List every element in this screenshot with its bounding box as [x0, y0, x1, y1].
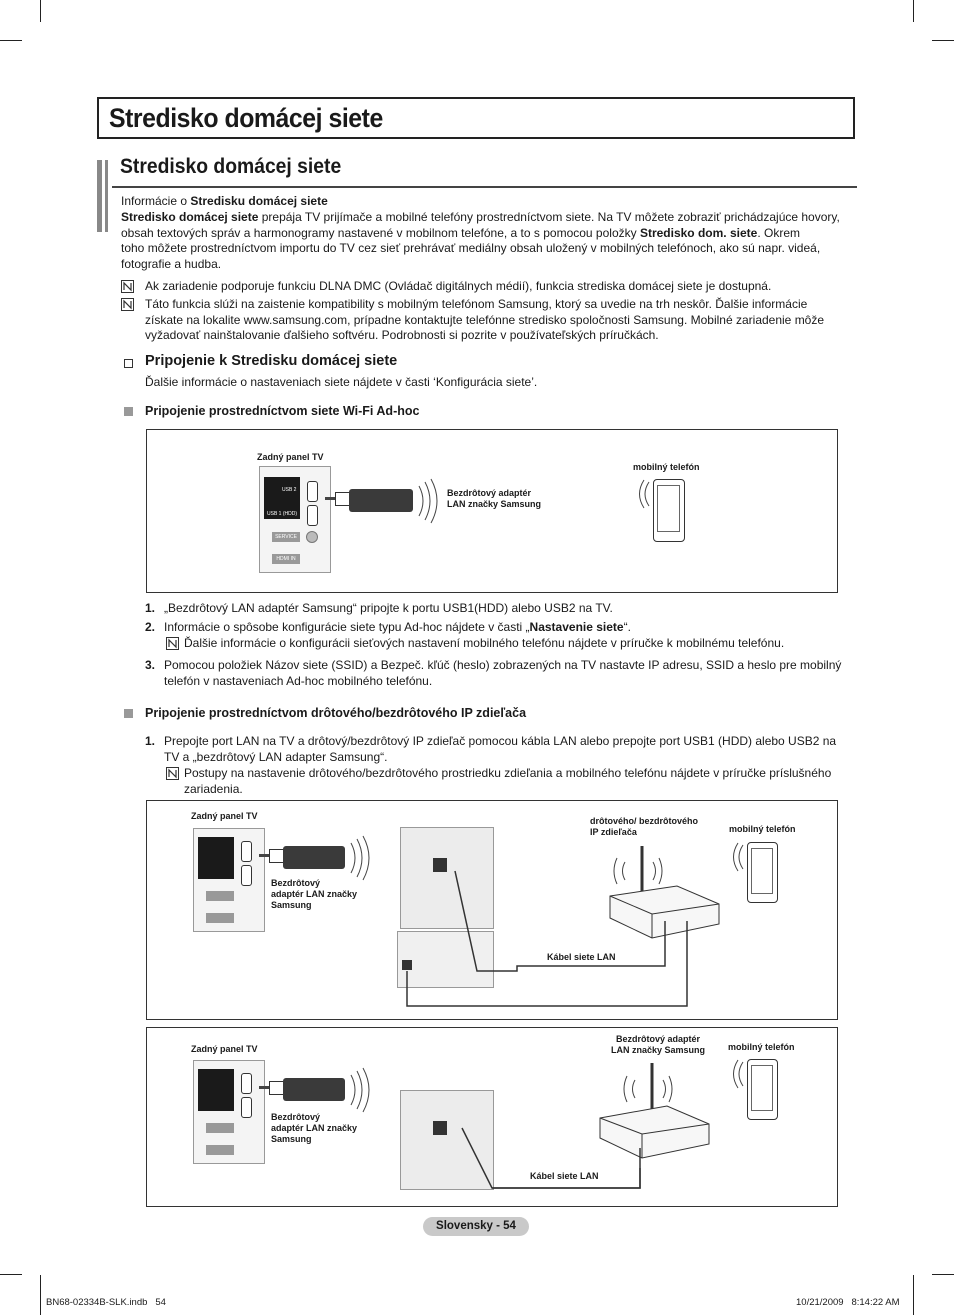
usb1-port — [307, 505, 318, 526]
step-text-end: “. — [623, 620, 631, 634]
adhoc-steps — [145, 601, 865, 690]
step-text: Pomocou položiek Názov siete (SSID) a Bezpeč. kľúč (heslo) zobrazených na TV nastavte IP adresu, SSID a heslo pre mobilný — [164, 658, 842, 672]
intro-para-2: obsah textových správ a harmonogramy nastavené v mobilnom telefóne, a to s pomocou položky — [121, 225, 640, 240]
intro-info-line — [121, 194, 328, 210]
adapter-label-line: Samsung — [271, 900, 312, 910]
step-text: telefón v nastaveniach Ad-hoc mobilného telefónu. — [164, 674, 433, 688]
note-icon — [121, 298, 134, 311]
note-icon — [166, 637, 179, 650]
step — [145, 620, 865, 636]
step — [145, 674, 865, 690]
step-number: 1. — [145, 601, 156, 615]
footer-date: 10/21/2009 8:14:22 AM — [796, 1297, 900, 1308]
step-note-text: zariadenia. — [184, 782, 243, 796]
section-marker — [105, 160, 108, 232]
wired-title: Pripojenie prostredníctvom drôtového/bezdrôtového IP zdieľača — [145, 706, 527, 720]
checkbox-bullet-icon — [124, 359, 133, 368]
lan-cable-lines — [147, 1028, 837, 1206]
router-label-line: drôtového/ bezdrôtového — [590, 816, 698, 826]
adhoc-diagram — [146, 429, 838, 593]
page-title-box — [97, 97, 855, 139]
square-bullet-icon — [124, 709, 133, 718]
intro-para-1: prepája TV prijímače a mobilné telefóny prostredníctvom siete. Na TV môžete zobraziť prichádzajúce hovory, — [258, 210, 840, 224]
intro-para-2-end: . Okrem — [757, 225, 800, 240]
tv-panel-label: Zadný panel TV — [257, 452, 324, 462]
adapter-label-line: adaptér LAN značky — [271, 1123, 358, 1133]
step-note-text: Ďalšie informácie o konfigurácii sieťových nastavení mobilného telefónu nájdete v príručke k mobilnému telefónu. — [184, 636, 785, 650]
usb2-port — [307, 481, 318, 502]
step-text: „Bezdrôtový LAN adaptér Samsung“ pripojte k portu USB1(HDD) alebo USB2 na TV. — [164, 601, 613, 615]
router-label-line: IP zdieľača — [590, 827, 637, 837]
step-number: 2. — [145, 620, 156, 634]
step-number: 1. — [145, 734, 156, 748]
adapter-label-line: adaptér LAN značky — [271, 889, 358, 899]
step — [145, 734, 865, 750]
cable-label: Kábel siete LAN — [547, 952, 616, 962]
note-2 — [145, 297, 824, 344]
wifi-waves-icon — [415, 478, 443, 524]
adapter-label-line: Bezdrôtový — [271, 1112, 321, 1122]
phone-screen — [657, 485, 680, 532]
phone-label: mobilný telefón — [729, 824, 796, 834]
subsection-title: Pripojenie k Stredisku domácej siete — [145, 353, 398, 369]
page-title: Stredisko domácej siete — [109, 103, 383, 133]
crop-mark — [40, 1275, 41, 1315]
step-number: 3. — [145, 658, 156, 672]
crop-mark — [40, 0, 41, 22]
adapter-label-line: LAN značky Samsung — [447, 499, 542, 509]
note-2-line: vyžadovať nainštalovanie ďalšieho softvéru. Podrobnosti si pozrite v používateľských príručkách. — [145, 328, 659, 342]
intro-line — [121, 226, 861, 242]
wireless-adapter — [349, 489, 413, 512]
crop-mark — [932, 40, 954, 41]
intro-line — [121, 210, 861, 226]
step — [145, 601, 865, 620]
note-2-line: Táto funkcia slúži na zaistenie kompatibility s mobilným telefónom Samsung, ktorý sa uvedie na trh neskôr. Ďalšie informácie — [145, 297, 808, 311]
wired-steps — [145, 734, 865, 798]
page-number-badge: Slovensky - 54 — [423, 1217, 529, 1236]
phone-label: mobilný telefón — [728, 1042, 795, 1052]
usb1-port-label: USB 1 (HDD) — [267, 511, 298, 517]
square-bullet-icon — [124, 407, 133, 416]
adapter-label — [447, 488, 541, 510]
note-icon — [121, 280, 134, 293]
adapter-label-line: Samsung — [271, 1134, 312, 1144]
step — [145, 750, 865, 766]
intro-para-2-bold: Stredisko dom. siete — [639, 225, 758, 240]
adapter-label-line: Bezdrôtový adaptér — [447, 488, 532, 498]
crop-mark — [0, 1274, 22, 1275]
intro-paragraph — [121, 210, 861, 272]
hdmi-port-label: HDMI IN — [272, 554, 300, 564]
usb2-port-label: USB 2 — [282, 487, 297, 493]
crop-mark — [0, 40, 22, 41]
section-divider — [112, 186, 857, 188]
service-port — [306, 531, 318, 543]
step-note-text: Postupy na nastavenie drôtového/bezdrôtového prostriedku zdieľania a mobilného telefónu nájdete v príručke príslušného — [184, 766, 832, 780]
tv-back-panel — [259, 466, 331, 573]
intro-info-bold: Stredisku domácej siete — [190, 194, 328, 208]
lan-cable-lines — [147, 801, 837, 1019]
step-note — [145, 782, 865, 798]
service-port-label: SERVICE — [272, 532, 300, 542]
adhoc-title: Pripojenie prostredníctvom siete Wi-Fi Ad-hoc — [145, 404, 420, 418]
wired-diagram-1 — [146, 800, 838, 1020]
crop-mark — [913, 1275, 914, 1315]
cable-label: Kábel siete LAN — [530, 1171, 599, 1181]
wifi-waves-icon — [635, 478, 653, 510]
router-label-line: Bezdrôtový adaptér — [616, 1034, 701, 1044]
section-title: Stredisko domácej siete — [120, 155, 342, 178]
section-marker — [97, 160, 102, 232]
wired-diagram-2 — [146, 1027, 838, 1207]
intro-para-4: fotografie a hudba. — [121, 256, 222, 271]
mobile-phone-icon — [653, 479, 685, 542]
tv-panel-label: Zadný panel TV — [191, 811, 258, 821]
crop-mark — [932, 1274, 954, 1275]
subsection-text: Ďalšie informácie o nastaveniach siete nájdete v časti ‘Konfigurácia siete’. — [145, 375, 538, 389]
intro-para-3: toho môžete prostredníctvom importu do TV cez sieť prehrávať mediálny obsah uložený v mobilných telefónoch, ako sú napr. videá, — [121, 241, 821, 255]
phone-label: mobilný telefón — [633, 462, 700, 472]
step-text-bold: Nastavenie siete — [529, 620, 624, 634]
step-note — [145, 636, 865, 658]
step-text: Informácie o spôsobe konfigurácie siete typu Ad-hoc nájdete v časti „ — [164, 620, 530, 634]
note-1: Ak zariadenie podporuje funkciu DLNA DMC (Ovládač digitálnych médií), funkcia strediska domácej siete je dostupná. — [145, 279, 772, 293]
note-icon — [166, 767, 179, 780]
step-note — [145, 766, 865, 782]
intro-info-prefix: Informácie o — [121, 194, 191, 208]
crop-mark — [913, 0, 914, 22]
step-text: TV a „bezdrôtový LAN adapter Samsung“. — [164, 750, 388, 764]
intro-para-bold: Stredisko domácej siete — [121, 210, 259, 224]
adapter-label-line: Bezdrôtový — [271, 878, 321, 888]
note-2-line: získate na lokalite www.samsung.com, prípadne kontaktujte telefónne stredisko spoločnosti Samsung. Mobilné zariadenie môže — [145, 312, 825, 327]
step-text: Prepojte port LAN na TV a drôtový/bezdrôtový IP zdieľač pomocou kábla LAN alebo prepojte port USB1 (HDD) alebo USB2 na — [164, 734, 837, 748]
footer-file: BN68-02334B-SLK.indb 54 — [46, 1297, 166, 1308]
step — [145, 658, 865, 674]
tv-panel-label: Zadný panel TV — [191, 1044, 258, 1054]
router-label-line: LAN značky Samsung — [611, 1045, 706, 1055]
